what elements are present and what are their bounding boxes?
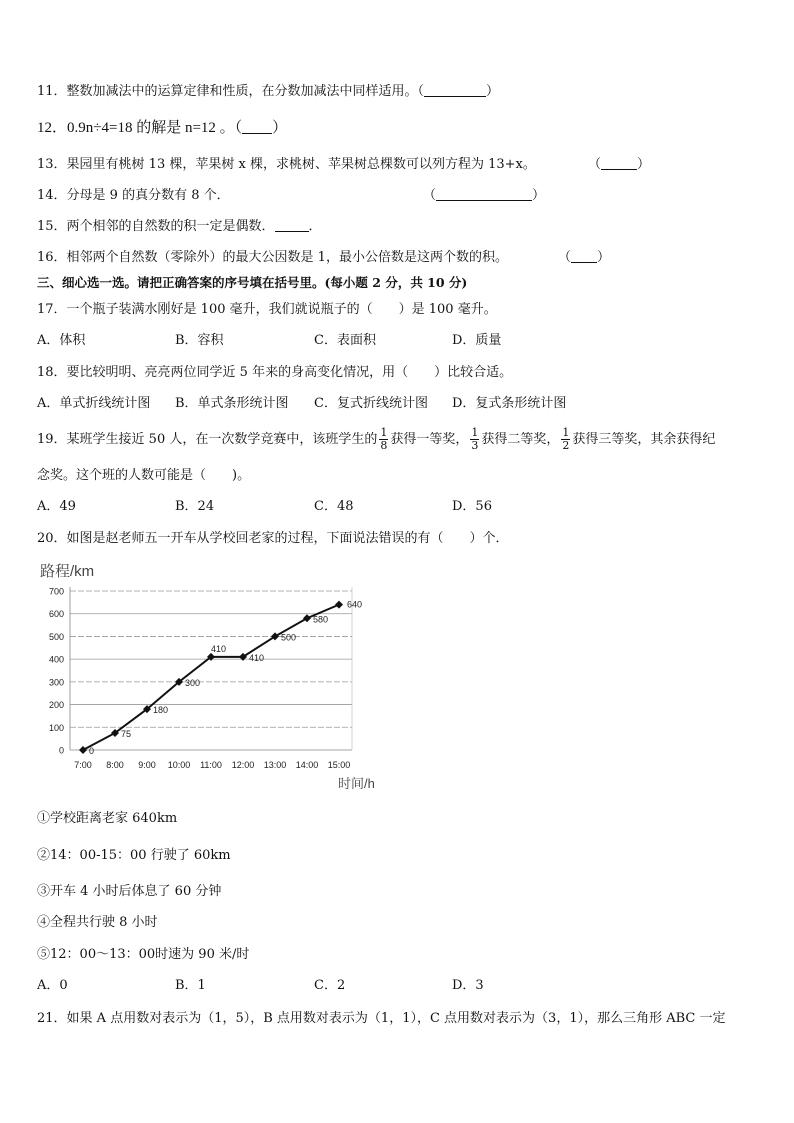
x-tick-label: 12:00 — [231, 760, 255, 770]
option-b[interactable]: B．24 — [175, 499, 215, 514]
y-tick-label: 200 — [48, 700, 64, 711]
question-19-line-2: 念奖。这个班的人数可能是（ )。 — [37, 468, 251, 483]
statement-3: ③开车 4 小时后体息了 60 分钟 — [37, 884, 222, 899]
y-tick-label: 600 — [48, 609, 64, 620]
fraction-numerator: 1 — [471, 426, 479, 439]
y-tick-label: 0 — [58, 745, 64, 756]
question-11-text: 11．整数加减法中的运算定律和性质，在分数加减法中同样适用。（ — [37, 84, 425, 99]
y-tick-label: 500 — [48, 631, 64, 642]
data-point — [79, 746, 87, 754]
data-label: 410 — [211, 643, 227, 654]
x-axis-label: 时间/h — [338, 776, 375, 791]
close-paren: ） — [637, 157, 651, 172]
question-11 — [37, 83, 499, 101]
question-14 — [37, 187, 230, 205]
chart-axes — [70, 587, 352, 750]
question-21: 21．如果 A 点用数对表示为（1，5），B 点用数对表示为（1，1），C 点用数对表示为（3，1），那么三角形 ABC 一定 — [37, 1011, 726, 1026]
data-label: 500 — [281, 632, 297, 643]
question-13 — [37, 156, 536, 174]
option-d[interactable]: D．质量 — [452, 333, 502, 348]
fraction-numerator: 1 — [562, 426, 570, 439]
option-a[interactable]: A．体积 — [37, 333, 86, 348]
open-paren: （ — [423, 188, 437, 203]
question-14-text: 14．分母是 9 的真分数有 8 个． — [37, 188, 230, 203]
chart-labels — [40, 563, 375, 791]
x-tick-label: 7:00 — [74, 760, 92, 770]
statement-4: ④全程共行驶 8 小时 — [37, 915, 158, 930]
y-tick-label: 300 — [48, 677, 64, 688]
option-b[interactable]: B．单式条形统计图 — [175, 396, 289, 411]
close-paren: ） — [532, 188, 546, 203]
question-19-text-2: 获得一等奖， — [390, 432, 469, 447]
data-label: 300 — [185, 677, 201, 688]
data-label: 410 — [249, 652, 265, 663]
y-axis-label: 路程/km — [40, 563, 95, 580]
question-13-text: 13．果园里有桃树 13 棵，苹果树 x 棵，求桃树、苹果树总棵数可以列方程为 13+x。 — [37, 157, 536, 172]
question-19-text-3: 获得二等奖， — [481, 432, 560, 447]
question-19-text-1: 19．某班学生接近 50 人，在一次数学竞赛中，该班学生的 — [37, 432, 378, 447]
x-tick-label: 14:00 — [295, 760, 319, 770]
question-19-text-4: 获得三等奖，其余获得纪 — [572, 432, 716, 447]
question-16-answer — [558, 249, 610, 267]
open-paren: （ — [588, 157, 602, 172]
answer-blank[interactable] — [601, 156, 637, 170]
answer-blank[interactable] — [436, 187, 532, 201]
option-d[interactable]: D．3 — [452, 978, 484, 993]
data-label: 75 — [121, 728, 132, 739]
fraction-denominator: 2 — [562, 439, 570, 452]
open-paren: （ — [558, 250, 572, 265]
data-point — [303, 614, 311, 622]
data-point — [335, 601, 343, 609]
option-b[interactable]: B．容积 — [175, 333, 224, 348]
fraction-one-half — [561, 427, 570, 452]
answer-blank[interactable] — [424, 83, 486, 97]
fraction-one-third — [470, 427, 479, 452]
question-18: 18．要比较明明、亮亮两位同学近 5 年来的身高变化情况，用（ ）比较合适。 — [37, 365, 513, 380]
fraction-denominator: 3 — [471, 439, 479, 452]
question-16-text: 16．相邻两个自然数（零除外）的最大公因数是 1，最小公倍数是这两个数的积。 — [37, 250, 508, 265]
data-label: 580 — [313, 614, 329, 625]
distance-time-line-chart — [30, 558, 400, 798]
question-15-text: 15．两个相邻的自然数的积一定是偶数． — [37, 219, 275, 234]
x-tick-label: 13:00 — [263, 760, 287, 770]
section-3-heading: 三、细心选一选。请把正确答案的序号填在括号里。(每小题 2 分，共 10 分) — [37, 275, 468, 290]
question-12 — [37, 119, 287, 137]
statement-5: ⑤12：00～13：00时速为 90 米/时 — [37, 947, 250, 962]
option-c[interactable]: C．表面积 — [314, 333, 376, 348]
chart-series — [79, 601, 343, 754]
statement-2: ②14：00-15：00 行驶了 60km — [37, 848, 231, 863]
question-19 — [37, 425, 715, 455]
answer-blank[interactable] — [275, 218, 309, 232]
statement-1: ①学校距离老家 640km — [37, 811, 178, 826]
question-16 — [37, 249, 508, 267]
question-17: 17．一个瓶子装满水刚好是 100 毫升，我们就说瓶子的（ ）是 100 毫升。 — [37, 302, 497, 317]
question-14-answer — [423, 187, 545, 205]
close-paren: ） — [272, 120, 288, 136]
period: ． — [308, 219, 322, 234]
data-label: 640 — [347, 599, 363, 610]
answer-blank[interactable] — [242, 120, 272, 134]
answer-blank[interactable] — [571, 249, 597, 263]
option-a[interactable]: A．0 — [37, 978, 68, 993]
question-15 — [37, 218, 322, 236]
option-d[interactable]: D．复式条形统计图 — [452, 396, 567, 411]
fraction-denominator: 8 — [380, 439, 388, 452]
x-tick-label: 9:00 — [138, 760, 156, 770]
option-b[interactable]: B．1 — [175, 978, 206, 993]
option-c[interactable]: C．2 — [314, 978, 346, 993]
option-a[interactable]: A．单式折线统计图 — [37, 396, 151, 411]
question-20: 20．如图是赵老师五一开车从学校回老家的过程，下面说法错误的有（ ）个． — [37, 531, 509, 546]
question-13-answer — [588, 156, 650, 174]
fraction-numerator: 1 — [380, 426, 388, 439]
close-paren: ） — [597, 250, 611, 265]
y-tick-label: 700 — [48, 586, 64, 597]
question-12-text: 12．0.9n÷4=18 的解是 n=12 。（ — [37, 120, 243, 136]
option-c[interactable]: C．48 — [314, 499, 354, 514]
close-paren: ） — [486, 84, 500, 99]
option-d[interactable]: D．56 — [452, 499, 492, 514]
data-label: 180 — [153, 705, 169, 716]
y-tick-label: 100 — [48, 722, 64, 733]
option-a[interactable]: A．49 — [37, 499, 76, 514]
x-tick-label: 8:00 — [106, 760, 124, 770]
data-label: 0 — [89, 746, 95, 756]
option-c[interactable]: C．复式折线统计图 — [314, 396, 428, 411]
fraction-one-eighth — [379, 427, 388, 452]
y-tick-label: 400 — [48, 654, 64, 665]
x-tick-label: 10:00 — [167, 760, 191, 770]
x-tick-label: 11:00 — [200, 760, 222, 770]
x-tick-label: 15:00 — [327, 760, 351, 770]
